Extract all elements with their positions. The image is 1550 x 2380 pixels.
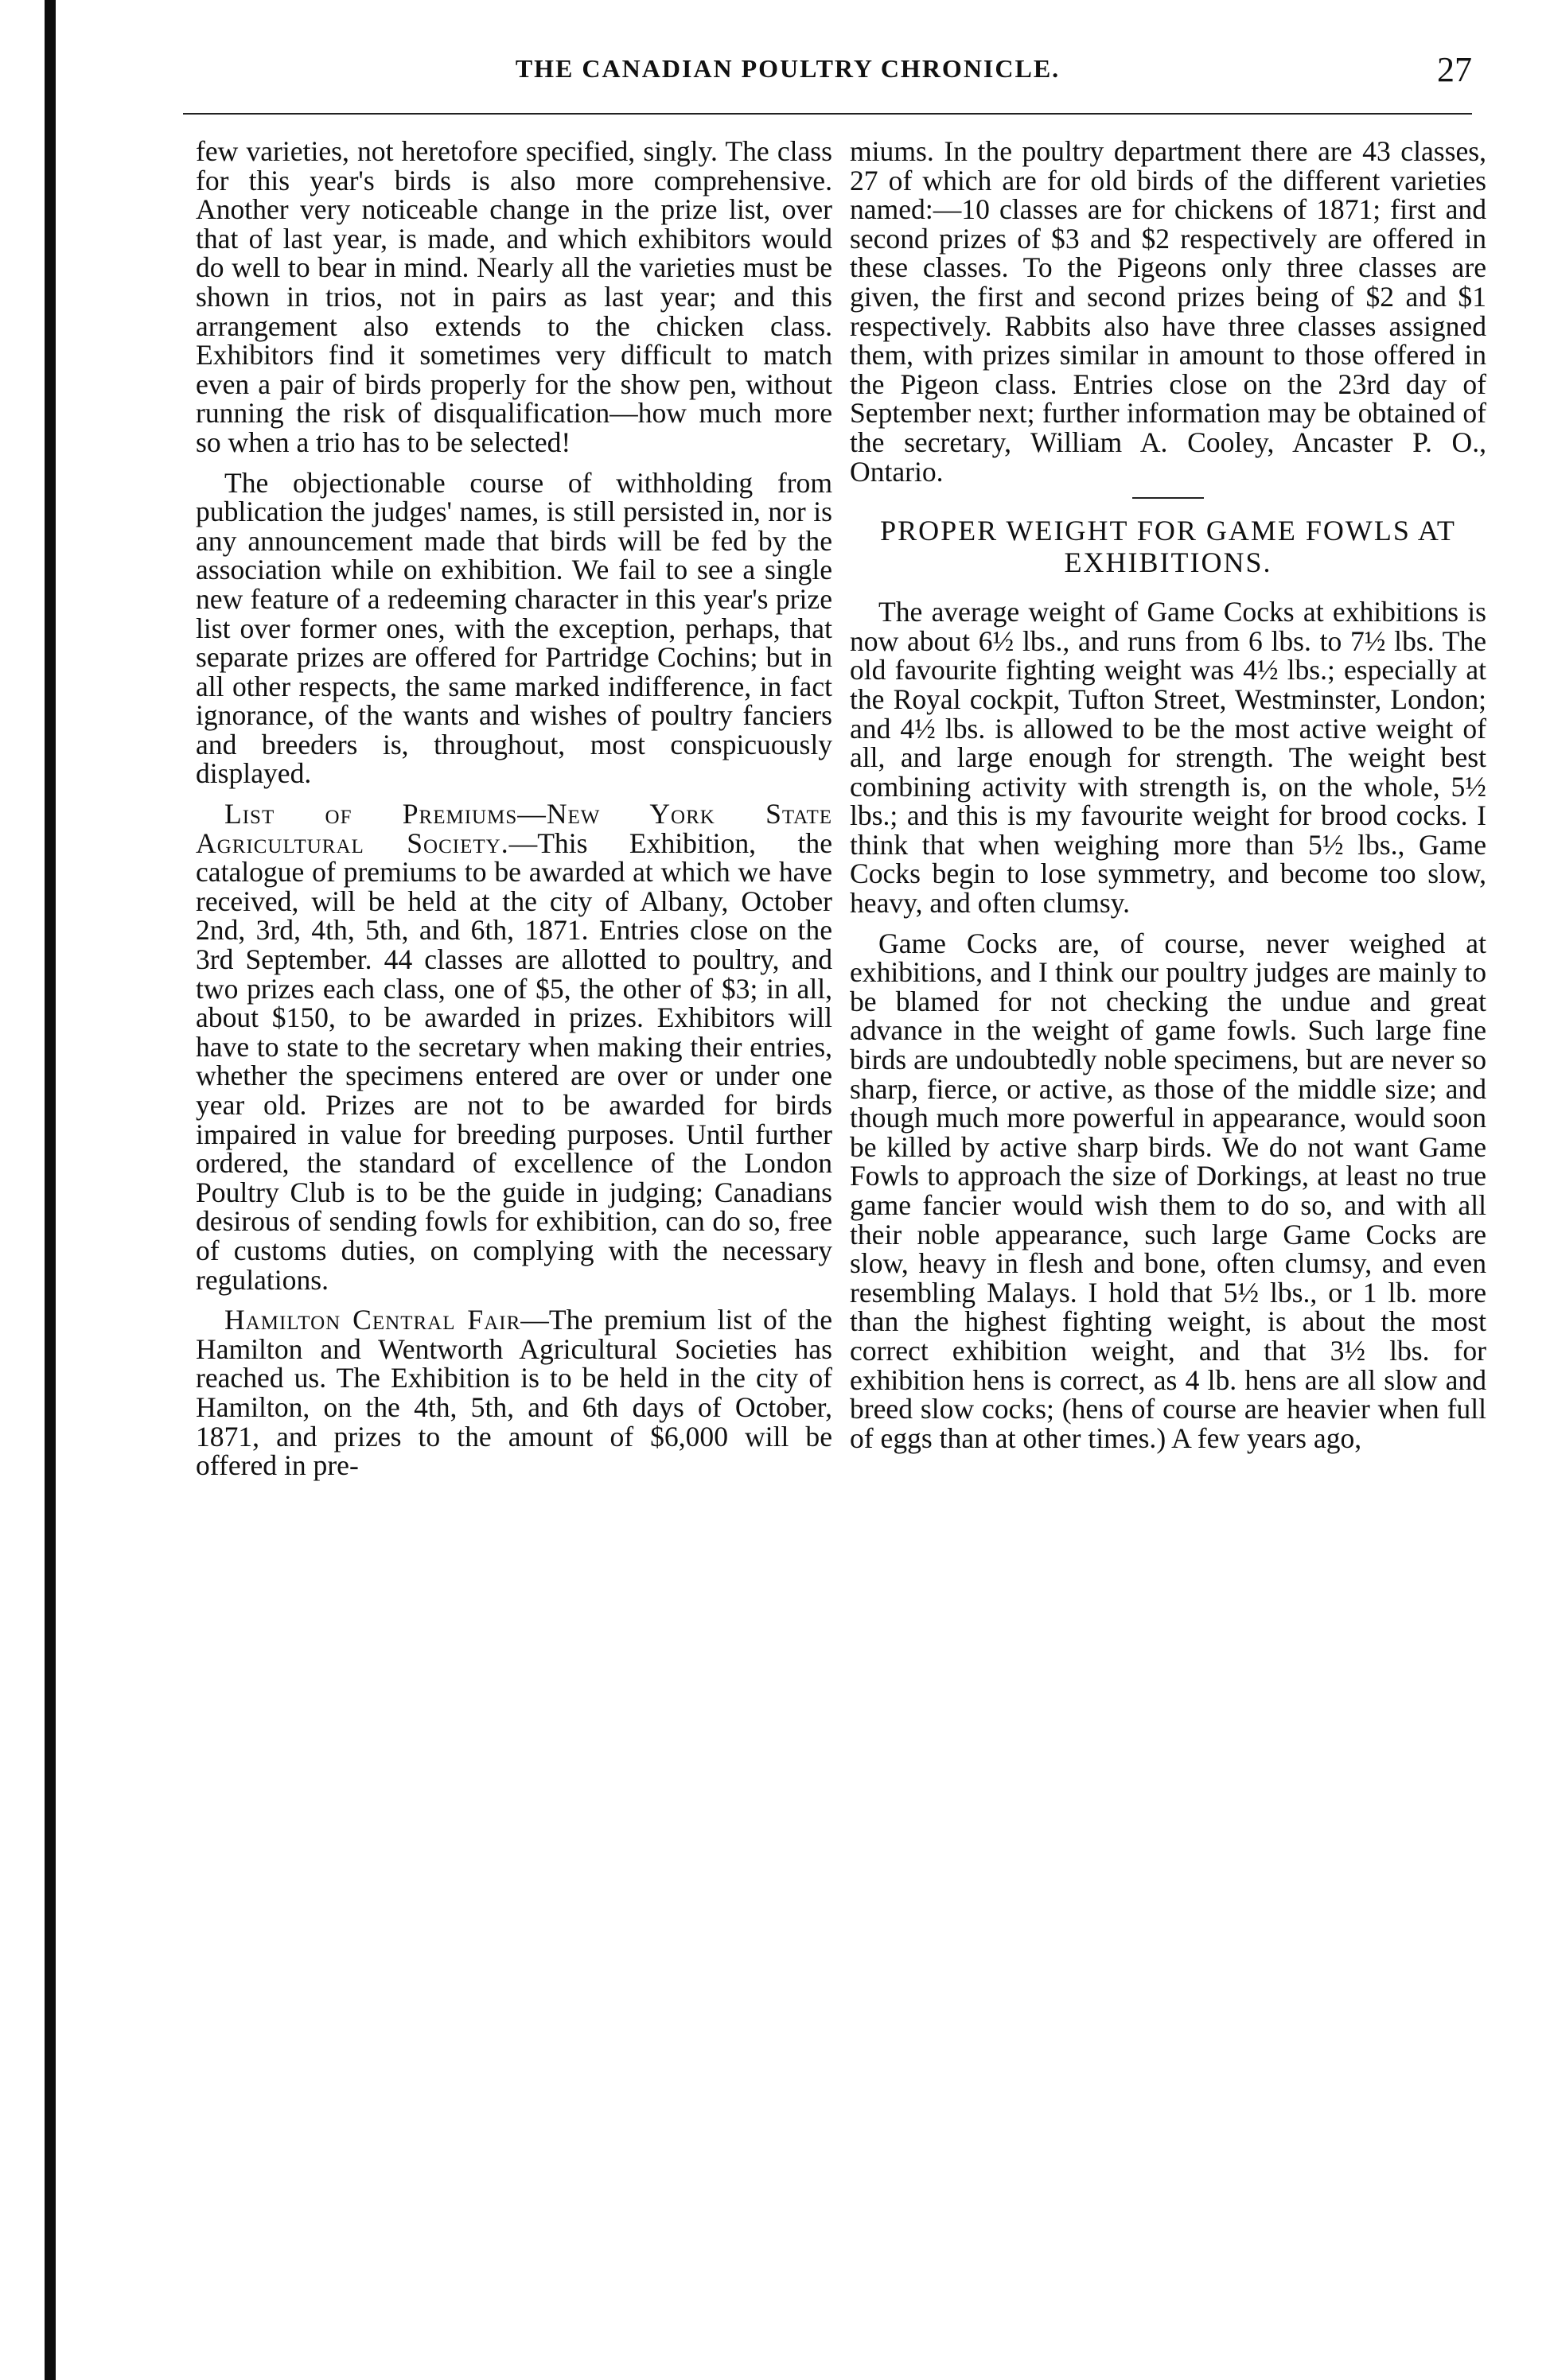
right-column: [850, 137, 1486, 2356]
paragraph: few varieties, not heretofore specified, singly. The class for this year's birds is also more comprehensive. Another very noticeable change in the prize list, over that of last year, is made, and which exhibitors would do well to bear in mind. Nearly all the varieties must be shown in trios, not in pairs as last year; and this arrangement also extends to the chicken class. Exhibitors find it sometimes very difficult to match even a pair of birds properly for the show pen, without running the risk of disqualification—how much more so when a trio has to be selected!: [196, 137, 832, 458]
paragraph: Game Cocks are, of course, never weighed at exhibitions, and I think our poultry judges are mainly to be blamed for not checking the undue and great advance in the weight of game fowls. Such large fine birds are undoubtedly noble specimens, but are never so sharp, fierce, or active, as those of the middle size; and though much more powerful in appearance, would soon be killed by active sharp birds. We do not want Game Fowls to approach the size of Dorkings, at least no true game fancier would wish them to do so, and with all their noble appearance, such large Game Cocks are slow, heavy in flesh and bone, often clumsy, and even resembling Malays. I hold that 5½ lbs., or 1 lb. more than the highest fighting weight, is about the most correct exhibition weight, and that 3½ lbs. for exhibition hens is correct, as 4 lb. hens are all slow and breed slow cocks; (hens of course are heavier when full of eggs than at other times.) A few years ago,: [850, 927, 1486, 1454]
paragraph-lead-in: List of Premiums—New York State Agricultural Society.: [196, 798, 832, 859]
paragraph: The objectionable course of withholding from publication the judges' names, is still persisted in, nor is any announcement made that birds will be fed by the association while on exhibition. We fail to see a single new feature of a redeeming character in this year's prize list over former ones, with the exception, perhaps, that separate prizes are offered for Partridge Cochins; but in all other respects, the same marked indifference, in fact ignorance, of the wants and wishes of poultry fanciers and breeders is, throughout, most conspicuously displayed.: [196, 466, 832, 790]
header-rule: [183, 113, 1472, 115]
paragraph-body: —This Exhibition, the catalogue of premiums to be awarded at which we have received, will be held at the city of Albany, October 2nd, 3rd, 4th, 5th, and 6th, 1871. Entries close on the 3rd September. 44 classes are allotted to poultry, and two prizes each class, one of $5, the other of $3; in all, about $150, to be awarded in prizes. Exhibitors will have to state to the secretary when making their entries, whether the specimens entered are over or under one year old. Prizes are not to be awarded for birds impaired in value for breeding purposes. Until further ordered, the standard of excellence of the London Poultry Club is to be the guide in judging; Canadians desirous of sending fowls for exhibition, can do so, free of customs duties, on complying with the necessary regulations.: [196, 826, 832, 1296]
page-number: 27: [1437, 50, 1472, 89]
page-edge-shadow: [45, 0, 56, 2380]
section-separator: [1132, 497, 1204, 499]
paragraph-hamilton-fair: [196, 1305, 832, 1480]
paragraph-lead-in: Hamilton Central Fair: [224, 1304, 521, 1336]
paragraph-body: —The premium list of the Hamilton and Wentworth Agricultural Societies has reached us. The Exhibition is to be held in the city of Hamilton, on the 4th, 5th, and 6th days of October, 1871, and prizes to the amount of $6,000 will be offered in pre-: [196, 1304, 832, 1482]
paragraph: The average weight of Game Cocks at exhibitions is now about 6½ lbs., and runs from 6 lbs. to 7½ lbs. The old favourite fighting weight was 4½ lbs.; especially at the Royal cockpit, Tufton Street, Westminster, London; and 4½ lbs. is allowed to be the most active weight of all, and large enough for strength. The weight best combining activity with strength is, on the whole, 5½ lbs.; and this is my favourite weight for brood cocks. I think that when weighing more than 5½ lbs., Game Cocks begin to lose symmetry, and become too slow, heavy, and often clumsy.: [850, 596, 1486, 920]
left-column: [196, 137, 832, 2356]
paragraph-new-york-premiums: [196, 799, 832, 1294]
running-header: [103, 49, 1472, 97]
running-title: THE CANADIAN POULTRY CHRONICLE.: [515, 54, 1061, 83]
paragraph: miums. In the poultry department there are 43 classes, 27 of which are for old birds of the different varieties named:—10 classes are for chickens of 1871; first and second prizes of $3 and $2 respectively are offered in these classes. To the Pigeons only three classes are given, the first and second prizes being of $2 and $1 respectively. Rabbits also have three classes assigned them, with prizes similar in amount to those offered in the Pigeon class. Entries close on the 23rd day of September next; further information may be obtained of the secretary, William A. Cooley, Ancaster P. O., Ontario.: [850, 137, 1486, 488]
article-heading: PROPER WEIGHT FOR GAME FOWLS AT EXHIBITIONS.: [880, 515, 1456, 579]
